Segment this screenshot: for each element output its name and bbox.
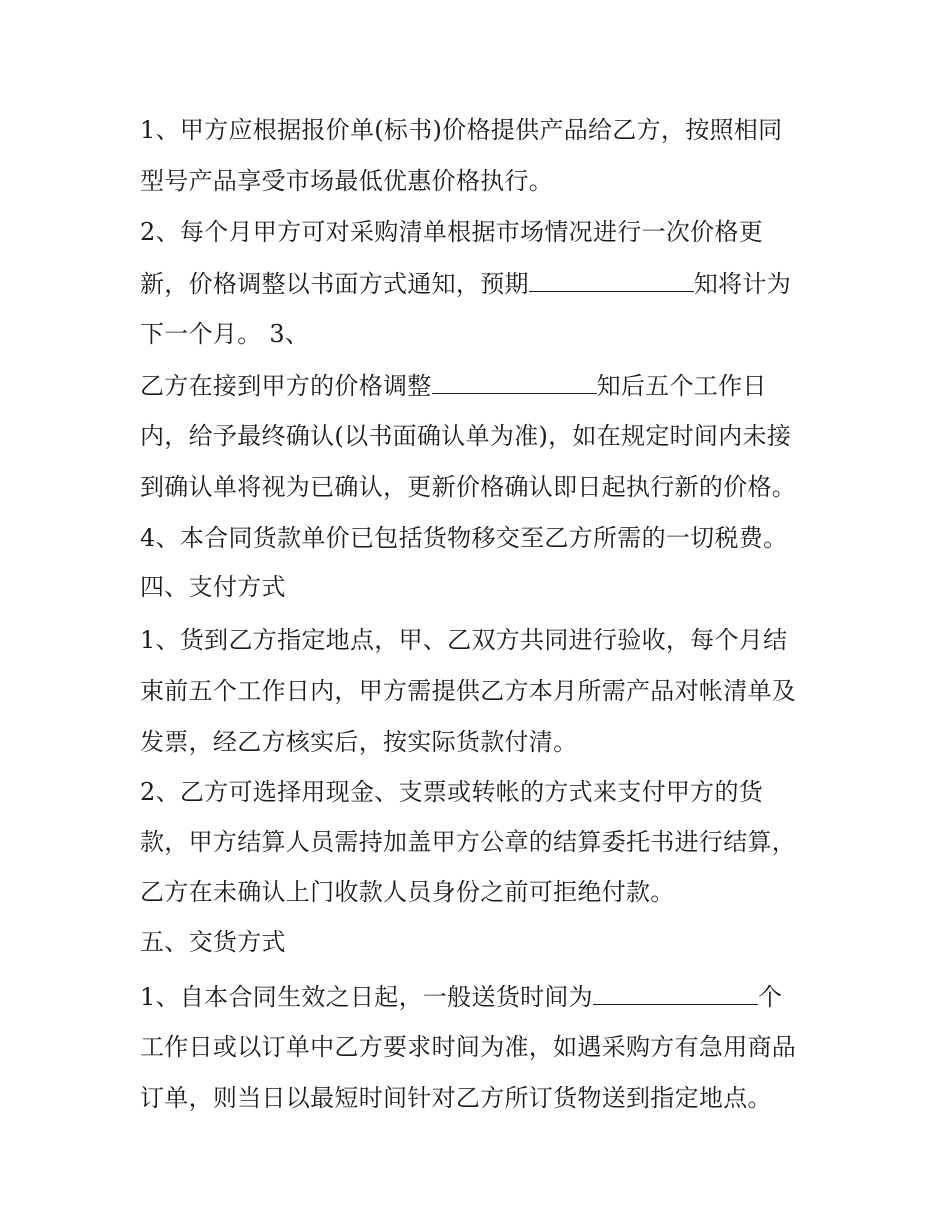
fill-in-blank <box>593 976 758 1005</box>
text-segment: 乙方在接到甲方的价格调整 <box>140 372 432 400</box>
text-segment: 1、自本合同生效之日起，一般送货时间为 <box>140 983 593 1011</box>
text-line: 2、乙方可选择用现金、支票或转帐的方式来支付甲方的货 <box>140 778 764 806</box>
text-line: 订单，则当日以最短时间针对乙方所订货物送到指定地点。 <box>140 1084 772 1112</box>
text-segment: 个 <box>757 983 783 1011</box>
text-line: 发票，经乙方核实后，按实际货款付清。 <box>140 728 578 756</box>
text-line-with-blank <box>140 976 782 1016</box>
text-line: 乙方在未确认上门收款人员身份之前可拒绝付款。 <box>140 878 675 906</box>
text-line: 4、本合同货款单价已包括货物移交至乙方所需的一切税费。 <box>140 524 788 552</box>
text-line: 内，给予最终确认(以书面确认单为准)，如在规定时间内未接 <box>140 422 792 450</box>
text-line: 束前五个工作日内，甲方需提供乙方本月所需产品对帐清单及 <box>140 677 797 705</box>
section-heading: 五、交货方式 <box>140 928 286 956</box>
text-line: 到确认单将视为已确认，更新价格确认即日起执行新的价格。 <box>140 473 797 501</box>
text-line: 下一个月。 3、 <box>140 320 310 348</box>
text-segment: 新，价格调整以书面方式通知，预期 <box>140 270 529 298</box>
fill-in-blank <box>432 365 597 394</box>
text-line-with-blank <box>140 263 791 303</box>
text-line: 1、货到乙方指定地点，甲、乙双方共同进行验收，每个月结 <box>140 626 788 654</box>
text-line: 款，甲方结算人员需持加盖甲方公章的结算委托书进行结算， <box>140 828 797 856</box>
text-segment: 知后五个工作日 <box>596 372 767 400</box>
text-line: 2、每个月甲方可对采购清单根据市场情况进行一次价格更 <box>140 218 764 246</box>
section-heading: 四、支付方式 <box>140 573 286 601</box>
text-line: 工作日或以订单中乙方要求时间为准，如遇采购方有急用商品 <box>140 1033 797 1061</box>
fill-in-blank <box>529 263 694 292</box>
text-segment: 知将计为 <box>693 270 792 298</box>
text-line-with-blank <box>140 365 767 405</box>
text-line: 1、甲方应根据报价单(标书)价格提供产品给乙方，按照相同 <box>140 116 783 144</box>
text-line: 型号产品享受市场最低优惠价格执行。 <box>140 167 554 195</box>
